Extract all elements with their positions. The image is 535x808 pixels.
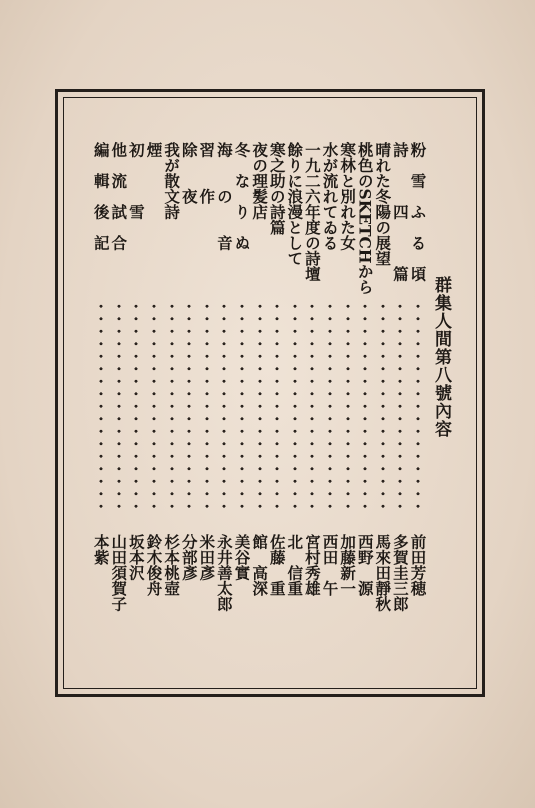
dotted-leader-15 <box>170 300 174 515</box>
contents-author-11: 美谷實 <box>232 534 252 581</box>
contents-author-8: 北 信重 <box>285 534 305 596</box>
contents-title-5: 寒林と別れた女 <box>338 142 358 251</box>
contents-author-10: 館 高深 <box>250 534 270 596</box>
contents-title-4: 桃色のSKETCHから <box>355 142 375 295</box>
contents-author-4: 西野 源 <box>355 534 375 596</box>
contents-title-2: 詩 四 篇 <box>390 142 410 282</box>
contents-title-16: 煙 <box>144 142 164 158</box>
dotted-leader-5 <box>346 300 350 515</box>
dotted-leader-16 <box>152 300 156 515</box>
dotted-leader-10 <box>258 300 262 515</box>
contents-title-13: 習 作 <box>197 142 217 204</box>
dotted-leader-6 <box>328 300 332 515</box>
contents-author-19: 本紫 <box>91 534 111 565</box>
contents-title-11: 冬 な り ぬ <box>232 142 252 251</box>
contents-title-6: 水が流れてゐる <box>320 142 340 251</box>
dotted-leader-8 <box>293 300 297 515</box>
contents-author-16: 鈴木俊舟 <box>144 534 164 596</box>
contents-title-18: 他 流 試 合 <box>109 142 129 251</box>
contents-author-1: 前田芳穂 <box>408 534 428 596</box>
contents-author-12: 永井善太郎 <box>214 534 234 612</box>
contents-author-17: 坂本沢 <box>126 534 146 581</box>
dotted-leader-18 <box>117 300 121 515</box>
dotted-leader-13 <box>205 300 209 515</box>
contents-author-7: 宮村秀雄 <box>302 534 322 596</box>
contents-title-1: 粉 雪 ふ る 頃 <box>408 142 428 282</box>
contents-author-3: 馬來田靜秋 <box>373 534 393 612</box>
dotted-leader-7 <box>310 300 314 515</box>
contents-author-6: 西田 午 <box>320 534 340 596</box>
contents-author-18: 山田須賀子 <box>109 534 129 612</box>
contents-title-14: 除 夜 <box>179 142 199 204</box>
contents-title-8: 餘りに浪漫として <box>285 142 305 266</box>
contents-author-2: 多賀圭三郎 <box>390 534 410 612</box>
contents-title-12: 海 の 音 <box>214 142 234 251</box>
dotted-leader-14 <box>187 300 191 515</box>
contents-author-14: 分部彥 <box>179 534 199 581</box>
dotted-leader-3 <box>381 300 385 515</box>
contents-author-15: 杉本桃壺 <box>162 534 182 596</box>
magazine-contents-title: 群集人間第八號內容 <box>431 276 451 438</box>
contents-title-19: 編 輯 後 記 <box>91 142 111 251</box>
contents-title-15: 我が散文詩 <box>162 142 182 220</box>
dotted-leader-2 <box>398 300 402 515</box>
dotted-leader-1 <box>416 300 420 515</box>
dotted-leader-12 <box>222 300 226 515</box>
contents-title-3: 晴れた冬陽の展望 <box>373 142 393 266</box>
contents-author-13: 米田彥 <box>197 534 217 581</box>
contents-author-5: 加藤新一 <box>338 534 358 596</box>
dotted-leader-19 <box>99 300 103 515</box>
dotted-leader-11 <box>240 300 244 515</box>
contents-title-7: 一九二六年度の詩壇 <box>302 142 322 282</box>
dotted-leader-4 <box>363 300 367 515</box>
dotted-leader-9 <box>275 300 279 515</box>
dotted-leader-17 <box>134 300 138 515</box>
contents-title-10: 夜の理髪店 <box>250 142 270 220</box>
contents-title-9: 寒之助の詩篇 <box>267 142 287 235</box>
contents-title-17: 初 雪 <box>126 142 146 220</box>
contents-author-9: 佐藤 重 <box>267 534 287 596</box>
